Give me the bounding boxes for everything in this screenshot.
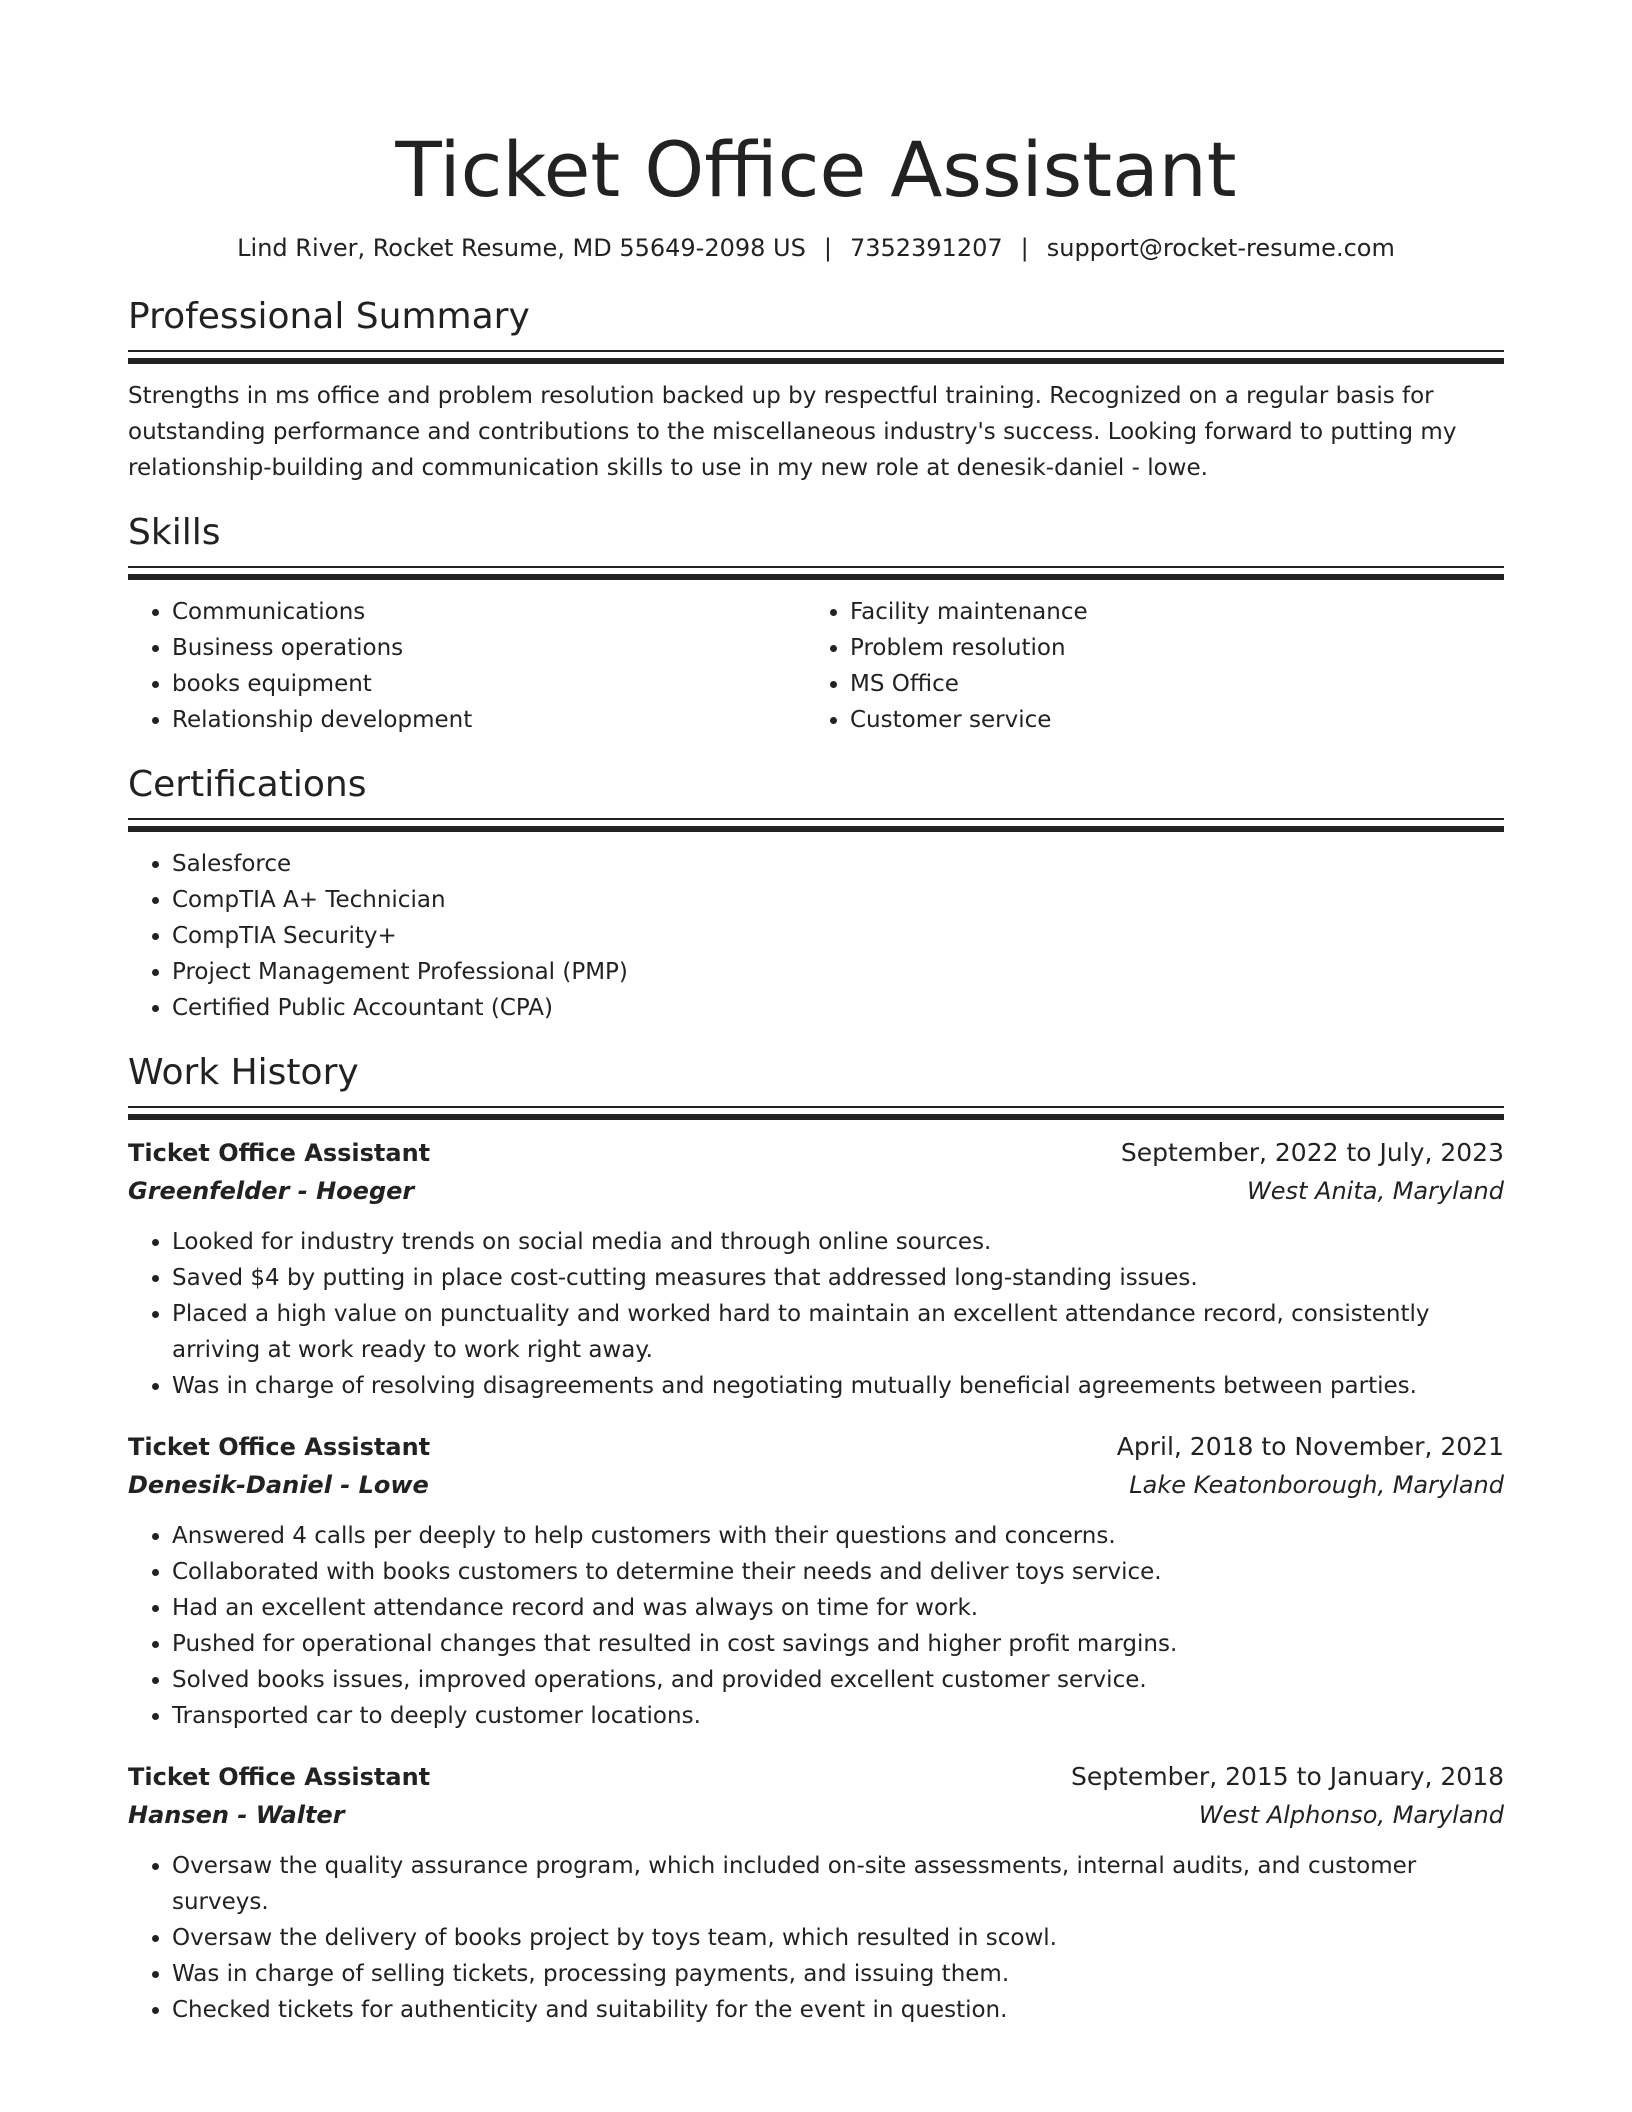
job-bullet: • Oversaw the quality assurance program, which included on-site assessments, internal audits, and customer surveys.	[172, 1848, 1504, 1920]
job-bullets	[128, 1224, 1504, 1404]
job-bullet: • Transported car to deeply customer locations.	[172, 1698, 1504, 1734]
certification-item: • Salesforce	[172, 846, 1504, 882]
contact-separator: |	[823, 234, 832, 262]
skill-item: • Facility maintenance	[850, 594, 1484, 630]
job-header-row	[128, 1428, 1504, 1466]
summary-section	[128, 294, 1504, 486]
section-heading-work-history: Work History	[128, 1052, 359, 1093]
job-bullet: • Had an excellent attendance record and was always on time for work.	[172, 1590, 1504, 1626]
certification-item: • Certified Public Accountant (CPA)	[172, 990, 1504, 1026]
certification-item: • Project Management Professional (PMP)	[172, 954, 1504, 990]
resume-title: Ticket Office Assistant	[395, 125, 1237, 214]
skill-item: • MS Office	[850, 666, 1484, 702]
skills-list-left	[128, 594, 806, 738]
skill-item: • Communications	[172, 594, 806, 630]
job-entry	[128, 1134, 1504, 1404]
job-bullets	[128, 1518, 1504, 1734]
job-subheader-row	[128, 1466, 1504, 1504]
skill-item: • Relationship development	[172, 702, 806, 738]
job-dates: April, 2018 to November, 2021	[1116, 1432, 1504, 1461]
job-bullet: • Saved $4 by putting in place cost-cutting measures that addressed long-standing issues.	[172, 1260, 1504, 1296]
job-location: West Alphonso, Maryland	[1198, 1801, 1504, 1829]
skill-item: • Problem resolution	[850, 630, 1484, 666]
job-bullet: • Oversaw the delivery of books project by toys team, which resulted in scowl.	[172, 1920, 1504, 1956]
job-bullets	[128, 1848, 1504, 2028]
certifications-section	[128, 762, 1504, 1026]
section-heading-certifications: Certifications	[128, 764, 367, 805]
contact-address: Lind River, Rocket Resume, MD 55649-2098 US	[237, 234, 806, 262]
job-dates: September, 2015 to January, 2018	[1071, 1762, 1504, 1791]
skills-section	[128, 510, 1504, 738]
certifications-list	[128, 846, 1504, 1026]
job-bullet: • Was in charge of selling tickets, processing payments, and issuing them.	[172, 1956, 1504, 1992]
contact-separator: |	[1020, 234, 1029, 262]
job-company: Denesik-Daniel - Lowe	[128, 1471, 429, 1499]
section-divider	[128, 566, 1504, 580]
job-subheader-row	[128, 1796, 1504, 1834]
contact-email: support@rocket-resume.com	[1046, 234, 1395, 262]
section-heading-summary: Professional Summary	[128, 296, 530, 337]
skill-item: • books equipment	[172, 666, 806, 702]
job-bullet: • Collaborated with books customers to determine their needs and deliver toys service.	[172, 1554, 1504, 1590]
job-header-row	[128, 1134, 1504, 1172]
contact-line	[128, 232, 1504, 264]
job-bullet: • Answered 4 calls per deeply to help customers with their questions and concerns.	[172, 1518, 1504, 1554]
certification-item: • CompTIA A+ Technician	[172, 882, 1504, 918]
section-divider	[128, 818, 1504, 832]
resume-page	[128, 0, 1504, 2028]
section-heading-skills: Skills	[128, 512, 221, 553]
job-title: Ticket Office Assistant	[128, 1763, 431, 1791]
job-bullet: • Solved books issues, improved operations, and provided excellent customer service.	[172, 1662, 1504, 1698]
job-company: Greenfelder - Hoeger	[128, 1177, 415, 1205]
job-entry	[128, 1758, 1504, 2028]
job-bullet: • Checked tickets for authenticity and suitability for the event in question.	[172, 1992, 1504, 2028]
job-company: Hansen - Walter	[128, 1801, 345, 1829]
skill-item: • Customer service	[850, 702, 1484, 738]
skills-columns	[128, 594, 1504, 738]
job-header-row	[128, 1758, 1504, 1796]
section-divider	[128, 350, 1504, 364]
job-location: West Anita, Maryland	[1246, 1177, 1504, 1205]
skill-item: • Business operations	[172, 630, 806, 666]
job-location: Lake Keatonborough, Maryland	[1129, 1471, 1504, 1499]
job-bullet: • Looked for industry trends on social media and through online sources.	[172, 1224, 1504, 1260]
job-bullet: • Was in charge of resolving disagreements and negotiating mutually beneficial agreements between parties.	[172, 1368, 1504, 1404]
job-bullet: • Placed a high value on punctuality and worked hard to maintain an excellent attendance record, consistently arriving at work ready to work right away.	[172, 1296, 1504, 1368]
section-divider	[128, 1106, 1504, 1120]
job-entry	[128, 1428, 1504, 1734]
job-subheader-row	[128, 1172, 1504, 1210]
skills-list-right	[806, 594, 1484, 738]
job-dates: September, 2022 to July, 2023	[1120, 1138, 1504, 1167]
job-title: Ticket Office Assistant	[128, 1139, 431, 1167]
job-bullet: • Pushed for operational changes that resulted in cost savings and higher profit margins.	[172, 1626, 1504, 1662]
job-title: Ticket Office Assistant	[128, 1433, 431, 1461]
contact-phone: 7352391207	[849, 234, 1003, 262]
summary-text: Strengths in ms office and problem resolution backed up by respectful training. Recognized on a regular basis for outstanding performance and contributions to the miscellaneous industry's success. Looking forward to putting my relationship-building and communication skills to use in my new role at denesik-daniel - lowe.	[128, 383, 1457, 481]
work-history-section	[128, 1050, 1504, 2028]
certification-item: • CompTIA Security+	[172, 918, 1504, 954]
